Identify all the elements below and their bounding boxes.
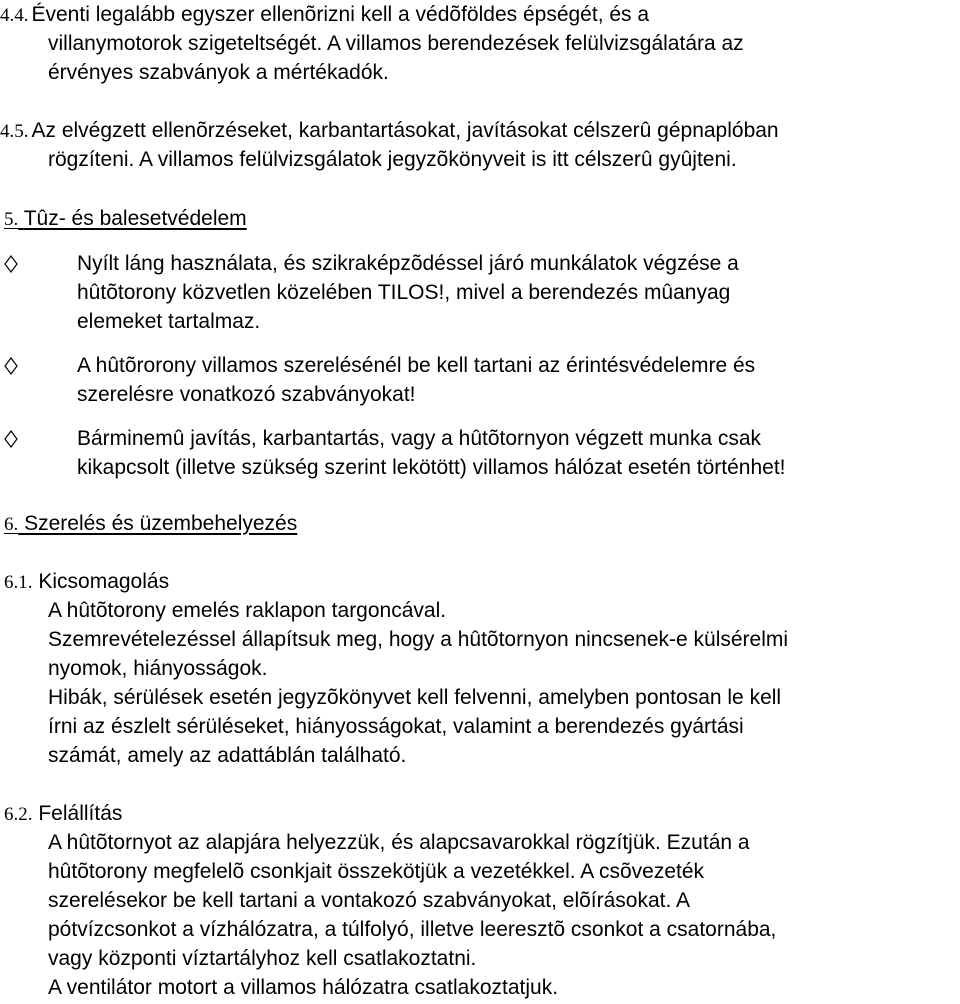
section-4-4-line-1: 4.4. Éventi legalább egyszer ellenõrizni kell a védõföldes épségét, és a bbox=[0, 3, 650, 26]
section-5-title: Tûz- és balesetvédelem bbox=[23, 207, 247, 230]
section-6-2-line-5: vagy központi víztartályhoz kell csatlakoztatni. bbox=[48, 947, 477, 970]
section-6-2-line-3: szerelésekor be kell tartani a vontakozó szabványokat, elõírásokat. A bbox=[48, 889, 691, 912]
section-6-1-number: 6.1. bbox=[4, 572, 33, 593]
section-6-number: 6. bbox=[4, 514, 19, 535]
bullet-1-line-1: Nyílt láng használata, és szikraképzõdéssel járó munkálatok végzése a bbox=[77, 252, 739, 275]
section-6-2-line-2: hûtõtorony megfelelõ csonkjait összekötjük a vezetékkel. A csõvezeték bbox=[48, 860, 705, 883]
section-6-title: Szerelés és üzembehelyezés bbox=[24, 512, 298, 535]
diamond-outline-icon bbox=[3, 425, 19, 453]
section-6-2-line-6: A ventilátor motort a villamos hálózatra csatlakoztatjuk. bbox=[48, 976, 559, 999]
section-6-2-heading bbox=[4, 800, 122, 829]
section-6-heading bbox=[4, 510, 297, 539]
section-4-5-line-2: rögzíteni. A villamos felülvizsgálatok jegyzõkönyveit is itt célszerû gyûjteni. bbox=[48, 148, 737, 171]
diamond-outline-icon bbox=[3, 250, 19, 278]
section-5-number: 5. bbox=[4, 209, 19, 230]
bullet-3-line-2: kikapcsolt (illetve szükség szerint lekötött) villamos hálózat esetén történhet! bbox=[77, 456, 786, 479]
bullet-1-line-2: hûtõtorony közvetlen közelében TILOS!, mivel a berendezés mûanyag bbox=[77, 281, 731, 304]
section-6-1-title: Kicsomagolás bbox=[38, 570, 170, 593]
bullet-1-line-3: elemeket tartalmaz. bbox=[77, 310, 261, 333]
section-6-1-line-4: Hibák, sérülések esetén jegyzõkönyvet kell felvenni, amelyben pontosan le kell bbox=[48, 686, 782, 709]
section-6-1-line-5: írni az észlelt sérüléseket, hiányosságokat, valamint a berendezés gyártási bbox=[48, 715, 744, 738]
section-4-4-line-3: érvényes szabványok a mértékadók. bbox=[48, 61, 389, 84]
section-6-2-line-1: A hûtõtornyot az alapjára helyezzük, és alapcsavarokkal rögzítjük. Ezután a bbox=[48, 831, 750, 854]
section-5-heading bbox=[4, 205, 247, 234]
section-6-2-number: 6.2. bbox=[4, 804, 33, 825]
section-6-2-line-4: pótvízcsonkot a vízhálózatra, a túlfolyó, illetve leeresztõ csonkot a csatornába, bbox=[48, 918, 777, 941]
section-6-1-line-1: A hûtõtorony emelés raklapon targoncával. bbox=[48, 599, 447, 622]
bullet-2-line-1: A hûtõrorony villamos szerelésénél be kell tartani az érintésvédelemre és bbox=[77, 354, 756, 377]
diamond-outline-icon bbox=[3, 352, 19, 380]
section-6-1-heading bbox=[4, 568, 169, 597]
section-6-1-line-3: nyomok, hiányosságok. bbox=[48, 657, 268, 680]
section-6-1-line-2: Szemrevételezéssel állapítsuk meg, hogy a hûtõtornyon nincsenek-e külsérelmi bbox=[48, 628, 789, 651]
bullet-2-line-2: szerelésre vonatkozó szabványokat! bbox=[77, 383, 416, 406]
section-4-5-number: 4.5. bbox=[0, 121, 29, 142]
section-6-1-line-6: számát, amely az adattáblán található. bbox=[48, 744, 407, 767]
section-4-4-line-2: villanymotorok szigeteltségét. A villamos berendezések felülvizsgálatára az bbox=[48, 32, 744, 55]
section-4-4-number: 4.4. bbox=[0, 5, 29, 26]
bullet-3-line-1: Bárminemû javítás, karbantartás, vagy a hûtõtornyon végzett munka csak bbox=[77, 427, 762, 450]
section-6-2-title: Felállítás bbox=[38, 802, 123, 825]
section-4-5-line-1: 4.5. Az elvégzett ellenõrzéseket, karbantartásokat, javításokat célszerû gépnaplóban bbox=[0, 119, 779, 142]
